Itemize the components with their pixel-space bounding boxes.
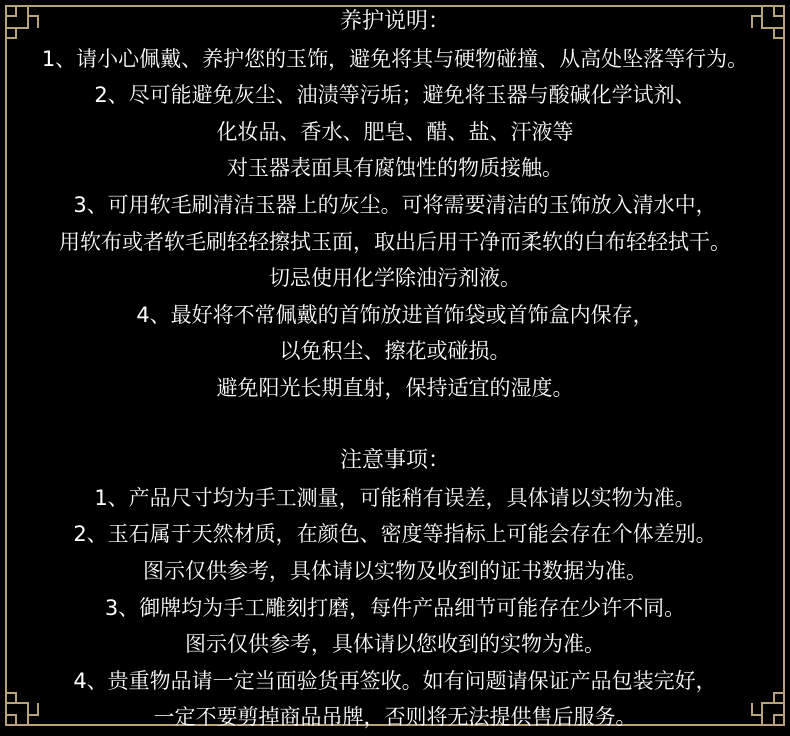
notes-section	[0, 443, 790, 736]
care-line: 对玉器表面具有腐蚀性的物质接触。	[227, 156, 563, 181]
care-line: 切忌使用化学除油污剂液。	[269, 266, 521, 291]
notes-line: 图示仅供参考，具体请以实物及收到的证书数据为准。	[143, 558, 647, 583]
notes-line: 一定不要剪掉商品吊牌，否则将无法提供售后服务。	[153, 705, 637, 730]
notes-line: 4、贵重物品请一定当面验货再签收。如有问题请保证产品包装完好，	[73, 668, 717, 693]
notes-line: 2、玉石属于天然材质，在颜色、密度等指标上可能会存在个体差别。	[73, 522, 717, 547]
notes-title: 注意事项：	[339, 448, 450, 474]
care-line: 3、可用软毛刷清洁玉器上的灰尘。可将需要清洁的玉饰放入清水中，	[73, 192, 717, 217]
care-line: 避免阳光长期直射，保持适宜的湿度。	[216, 375, 574, 400]
care-line: 化妆品、香水、肥皂、醋、盐、汗液等	[216, 119, 574, 144]
notes-line: 1、产品尺寸均为手工测量，可能稍有误差，具体请以实物为准。	[94, 485, 696, 510]
care-line: 用软布或者软毛刷轻轻擦拭玉面，取出后用干净而柔软的白布轻轻拭干。	[59, 229, 731, 254]
care-title: 养护说明：	[339, 9, 450, 34]
care-instructions-document	[0, 4, 790, 736]
care-section	[0, 4, 790, 407]
notes-line: 3、御牌均为手工雕刻打磨，每件产品细节可能存在少许不同。	[104, 595, 686, 620]
section-divider	[0, 407, 790, 444]
care-line: 1、请小心佩戴、养护您的玉饰，避免将其与硬物碰撞、从高处坠落等行为。	[41, 46, 749, 71]
care-line: 以免积尘、擦花或碰损。	[279, 339, 511, 364]
care-line: 4、最好将不常佩戴的首饰放进首饰袋或首饰盒内保存，	[136, 302, 654, 327]
notes-line: 图示仅供参考，具体请以您收到的实物为准。	[185, 632, 605, 657]
care-line: 2、尽可能避免灰尘、油渍等污垢；避免将玉器与酸碱化学试剂、	[94, 83, 696, 108]
